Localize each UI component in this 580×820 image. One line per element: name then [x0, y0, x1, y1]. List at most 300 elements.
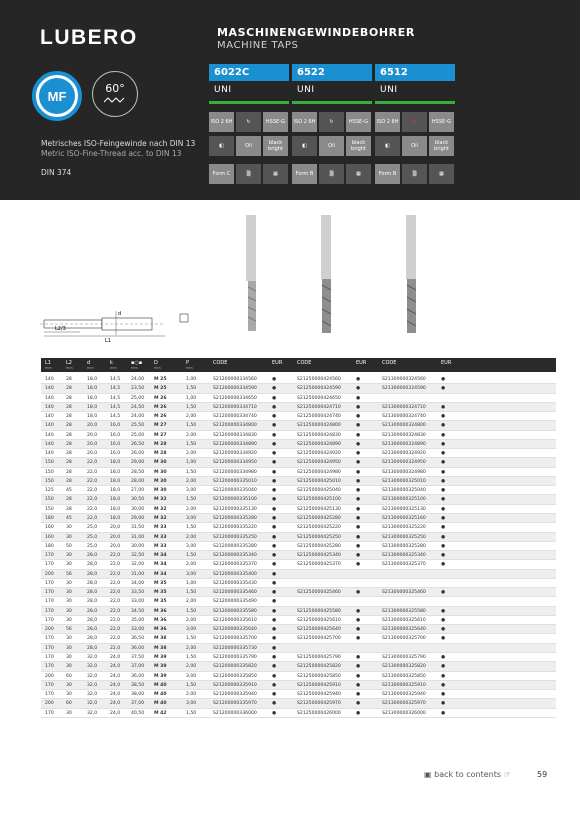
table-cell: ● — [356, 377, 361, 382]
table-cell: M 27 — [154, 432, 167, 438]
table-cell: 24,0 — [110, 692, 121, 698]
table-cell: 3,00 — [186, 488, 197, 494]
material-tile: HSSE-G — [263, 112, 288, 132]
table-cell: 2,00 — [186, 562, 197, 568]
thread-icon: ▦ — [346, 164, 371, 184]
table-cell: ● — [441, 497, 446, 503]
table-cell: S21250000425700 — [297, 636, 341, 642]
table-cell: 28,00 — [131, 478, 145, 484]
table-cell: M 30 — [154, 469, 167, 475]
table-cell: ● — [356, 636, 361, 642]
table-cell: ● — [441, 377, 446, 382]
table-cell: M 30 — [154, 488, 167, 494]
table-row — [41, 468, 556, 477]
table-cell: M 34 — [154, 553, 167, 559]
table-cell: S21200000335700 — [213, 636, 257, 642]
table-cell: 24,00 — [131, 377, 145, 382]
table-cell: 1,50 — [186, 525, 197, 531]
table-cell: M 30 — [154, 478, 167, 484]
table-cell: S21250000425820 — [297, 664, 341, 670]
table-cell: S21300000325280 — [382, 543, 426, 549]
table-cell: S21200000335250 — [213, 534, 257, 540]
icon-row-3 — [375, 164, 455, 184]
table-cell: 18,0 — [110, 478, 121, 484]
table-cell: 3,00 — [186, 627, 197, 633]
table-cell: 28,0 — [87, 553, 98, 559]
table-cell: 22,0 — [87, 478, 98, 484]
table-cell: S21300000325580 — [382, 608, 426, 614]
mf-badge-label: MF — [39, 78, 75, 114]
table-cell: 22,0 — [87, 497, 98, 503]
table-cell: 30 — [66, 692, 72, 698]
table-cell: 2,00 — [186, 534, 197, 540]
description-de: Metrisches ISO-Feingewinde nach DIN 13 — [41, 139, 196, 148]
table-cell: ● — [356, 488, 361, 494]
table-cell: S21250000425940 — [297, 692, 341, 698]
flute-icon: ▒ — [319, 164, 344, 184]
table-cell: 28,0 — [87, 580, 98, 586]
table-cell: 40,50 — [131, 710, 145, 716]
table-cell: S21250000425220 — [297, 525, 341, 531]
table-cell: ● — [441, 654, 446, 660]
table-cell: 28,0 — [87, 571, 98, 577]
back-to-contents-link[interactable]: ▣ back to contents ☞ — [424, 770, 511, 779]
table-cell: 28 — [66, 506, 72, 512]
table-cell: 125 — [45, 488, 54, 494]
table-cell: 28 — [66, 469, 72, 475]
table-row — [41, 551, 556, 560]
table-row — [41, 672, 556, 681]
table-cell: 28 — [66, 497, 72, 503]
table-cell: ● — [441, 386, 446, 392]
table-cell: S21200000335130 — [213, 506, 257, 512]
table-cell: S21200000335730 — [213, 645, 257, 651]
column-unit: mm — [87, 366, 94, 370]
table-cell: ● — [441, 692, 446, 698]
table-cell: 150 — [45, 497, 54, 503]
table-cell: ● — [356, 562, 361, 568]
column-header: D — [154, 360, 158, 366]
table-cell: S21250000425370 — [297, 562, 341, 568]
table-cell: 33,00 — [131, 627, 145, 633]
material-tile: HSSE-G — [429, 112, 454, 132]
table-cell: S21250000425970 — [297, 701, 341, 707]
column-header: CODE — [382, 360, 397, 366]
table-cell: 150 — [45, 506, 54, 512]
table-cell: ● — [356, 515, 361, 521]
table-row — [41, 440, 556, 449]
table-cell: 28,0 — [87, 562, 98, 568]
column-header: P — [186, 360, 190, 366]
table-cell: ● — [441, 534, 446, 540]
table-cell: 28 — [66, 377, 72, 382]
table-cell: S21300000325340 — [382, 553, 426, 559]
table-cell: S21300000325250 — [382, 534, 426, 540]
table-cell: S21250000425610 — [297, 617, 341, 623]
table-cell: 37,50 — [131, 654, 145, 660]
table-cell: 22,0 — [87, 488, 98, 494]
table-cell: 18,0 — [110, 497, 121, 503]
table-cell: M 32 — [154, 497, 167, 503]
table-cell: S21300000324560 — [382, 377, 426, 382]
table-cell: ● — [356, 617, 361, 623]
table-cell: ● — [356, 451, 361, 457]
table-cell: ● — [356, 590, 361, 596]
table-cell: ● — [441, 488, 446, 494]
table-cell: 24,0 — [110, 710, 121, 716]
table-cell: 28,0 — [87, 590, 98, 596]
table-cell: 160 — [45, 534, 54, 540]
table-cell: 25,0 — [87, 543, 98, 549]
table-cell: S21300000324740 — [382, 414, 426, 420]
table-cell: 30 — [66, 636, 72, 642]
table-cell: 2,00 — [186, 432, 197, 438]
table-cell: ● — [356, 506, 361, 512]
table-cell: 22,0 — [87, 460, 98, 466]
table-cell: 2,00 — [186, 506, 197, 512]
table-cell: S21250000424950 — [297, 460, 341, 466]
table-cell: 140 — [45, 414, 54, 420]
table-cell: S21200000335790 — [213, 654, 257, 660]
table-cell: 26,00 — [131, 451, 145, 457]
table-cell: 24,0 — [110, 701, 121, 707]
table-cell: ● — [356, 404, 361, 410]
table-cell: S21300000325460 — [382, 590, 426, 596]
material-tile: HSSE-G — [346, 112, 371, 132]
table-cell: M 25 — [154, 377, 167, 382]
table-cell: 32,00 — [131, 562, 145, 568]
table-cell: M 32 — [154, 506, 167, 512]
table-row — [41, 523, 556, 532]
table-cell: 30,50 — [131, 497, 145, 503]
table-cell: ● — [356, 460, 361, 466]
column-header: L1 — [45, 360, 51, 366]
table-cell: 1,50 — [186, 710, 197, 716]
table-cell: ● — [441, 701, 446, 707]
table-cell: S21250000425910 — [297, 682, 341, 688]
column-unit: mm — [186, 366, 193, 370]
table-row — [41, 597, 556, 606]
surface-tile: black bright — [429, 136, 454, 156]
flute-icon: ▒ — [402, 164, 427, 184]
column-header: EUR — [356, 360, 367, 366]
table-cell: 1,50 — [186, 441, 197, 447]
table-cell: S21300000326000 — [382, 710, 426, 716]
table-cell: 140 — [45, 404, 54, 410]
table-cell: ● — [272, 525, 277, 531]
table-cell: 200 — [45, 571, 54, 577]
table-cell: 14,5 — [110, 386, 121, 392]
icon-row-1 — [209, 112, 289, 132]
table-cell: S21250000424710 — [297, 404, 341, 410]
table-cell: 140 — [45, 432, 54, 438]
table-cell: 25,00 — [131, 395, 145, 401]
table-cell: S21250000425640 — [297, 627, 341, 633]
table-cell: ● — [356, 673, 361, 679]
table-cell: 30 — [66, 617, 72, 623]
table-cell: 140 — [45, 395, 54, 401]
tap-drawing — [40, 311, 188, 344]
table-cell: S21300000325940 — [382, 692, 426, 698]
table-row — [41, 375, 556, 384]
table-cell: 170 — [45, 608, 54, 614]
table-cell: 32,0 — [87, 654, 98, 660]
table-cell: 28 — [66, 460, 72, 466]
table-cell: S21300000324710 — [382, 404, 426, 410]
table-cell: 24,0 — [110, 664, 121, 670]
table-cell: S21300000325790 — [382, 654, 426, 660]
table-cell: M 36 — [154, 617, 167, 623]
table-cell: ● — [272, 386, 277, 392]
table-cell: ● — [272, 664, 277, 670]
table-cell: 1,50 — [186, 590, 197, 596]
table-cell: 18,0 — [87, 404, 98, 410]
description-en: Metric ISO-Fine-Thread acc. to DIN 13 — [41, 149, 182, 158]
coolant-tile: Oil — [236, 136, 261, 156]
table-cell: ● — [272, 432, 277, 438]
table-cell: 22,0 — [110, 599, 121, 605]
surface-tile: black bright — [263, 136, 288, 156]
table-cell: 30 — [66, 562, 72, 568]
table-cell: 28 — [66, 386, 72, 392]
table-cell: ● — [441, 664, 446, 670]
table-cell: S21200000334830 — [213, 432, 257, 438]
table-cell: ● — [272, 469, 277, 475]
table-cell: S21300000325970 — [382, 701, 426, 707]
table-cell: M 35 — [154, 599, 167, 605]
table-cell: S21200000335640 — [213, 627, 257, 633]
table-cell: ● — [441, 617, 446, 623]
table-cell: 20,0 — [87, 451, 98, 457]
table-cell: 22,0 — [87, 469, 98, 475]
table-cell: 22,0 — [110, 590, 121, 596]
table-cell: S21200000334980 — [213, 469, 257, 475]
table-cell: S21250000425790 — [297, 654, 341, 660]
table-cell: S21250000425130 — [297, 506, 341, 512]
table-cell: S21300000325640 — [382, 627, 426, 633]
table-cell: 18,0 — [87, 377, 98, 382]
table-cell: 30 — [66, 553, 72, 559]
table-cell: 33,00 — [131, 599, 145, 605]
table-row — [41, 560, 556, 569]
table-cell: 200 — [45, 627, 54, 633]
table-cell: 170 — [45, 599, 54, 605]
table-cell: S21250000425100 — [297, 497, 341, 503]
table-cell: S21200000334590 — [213, 386, 257, 392]
table-cell: 16,0 — [110, 423, 121, 429]
table-cell: 22,0 — [110, 627, 121, 633]
table-cell: 170 — [45, 617, 54, 623]
table-cell: 28,50 — [131, 469, 145, 475]
table-cell: ● — [272, 497, 277, 503]
table-cell: M 39 — [154, 673, 167, 679]
table-cell: ● — [441, 441, 446, 447]
table-cell: S21300000324890 — [382, 441, 426, 447]
table-cell: ● — [441, 608, 446, 614]
table-cell: 3,00 — [186, 701, 197, 707]
table-cell: 30 — [66, 599, 72, 605]
product-type: UNI — [380, 85, 398, 95]
workpiece-icon: ◧ — [292, 136, 317, 156]
table-row — [41, 709, 556, 718]
table-cell: M 40 — [154, 682, 167, 688]
table-cell: 36,00 — [131, 645, 145, 651]
din-standard: DIN 374 — [41, 168, 72, 177]
table-cell: 30,00 — [131, 506, 145, 512]
table-cell: ● — [272, 692, 277, 698]
table-cell: 25,0 — [87, 525, 98, 531]
column-unit: mm — [66, 366, 73, 370]
table-cell: 14,5 — [110, 377, 121, 382]
table-cell: 28 — [66, 478, 72, 484]
table-cell: 38,00 — [131, 692, 145, 698]
table-cell: M 28 — [154, 441, 167, 447]
table-cell: 3,00 — [186, 543, 197, 549]
table-row — [41, 495, 556, 504]
table-cell: ● — [272, 580, 277, 586]
icon-row-2 — [292, 136, 372, 156]
tolerance-tile: ISO 2 6H — [292, 112, 317, 132]
form-tile: Form B — [375, 164, 400, 184]
table-row — [41, 662, 556, 671]
table-cell: ● — [356, 710, 361, 716]
table-row — [41, 653, 556, 662]
table-cell: S21200000334560 — [213, 377, 257, 382]
table-cell: ● — [441, 673, 446, 679]
table-cell: S21200000335610 — [213, 617, 257, 623]
table-cell: ● — [441, 404, 446, 410]
table-cell: M 39 — [154, 664, 167, 670]
table-cell: ● — [441, 590, 446, 596]
table-cell: 140 — [45, 386, 54, 392]
table-cell: S21200000335370 — [213, 562, 257, 568]
table-cell: 36,50 — [131, 636, 145, 642]
table-cell: 30 — [66, 534, 72, 540]
table-cell: S21200000334950 — [213, 460, 257, 466]
table-cell: 20,0 — [110, 525, 121, 531]
table-cell: S21250000424650 — [297, 395, 341, 401]
table-cell: ● — [272, 534, 277, 540]
table-cell: ● — [272, 701, 277, 707]
table-row — [41, 699, 556, 708]
table-cell: ● — [441, 432, 446, 438]
rotation-icon: ↻ — [319, 112, 344, 132]
table-cell: 22,0 — [110, 645, 121, 651]
table-cell: M 38 — [154, 645, 167, 651]
table-cell: ● — [356, 497, 361, 503]
table-header — [41, 358, 556, 372]
tolerance-tile: ISO 2 6H — [375, 112, 400, 132]
table-row — [41, 505, 556, 514]
table-cell: ● — [272, 673, 277, 679]
table-cell: M 39 — [154, 654, 167, 660]
product-col-3 — [375, 64, 455, 104]
table-row — [41, 533, 556, 542]
table-cell: S21250000424920 — [297, 451, 341, 457]
thread-icon: ▦ — [429, 164, 454, 184]
table-row — [41, 449, 556, 458]
table-row — [41, 458, 556, 467]
table-cell: M 34 — [154, 571, 167, 577]
table-cell: 37,00 — [131, 664, 145, 670]
table-cell: S21200000335280 — [213, 543, 257, 549]
table-cell: ● — [441, 469, 446, 475]
table-row — [41, 384, 556, 393]
table-cell: ● — [441, 627, 446, 633]
table-cell: ● — [272, 377, 277, 382]
table-cell: S21200000335220 — [213, 525, 257, 531]
table-cell: 23,50 — [131, 386, 145, 392]
table-cell: 1,00 — [186, 377, 197, 382]
table-cell: 24,0 — [110, 682, 121, 688]
green-rule — [292, 101, 372, 104]
table-cell: ● — [356, 469, 361, 475]
table-cell: 31,00 — [131, 571, 145, 577]
table-cell: S21200000335280 — [213, 515, 257, 521]
table-cell: ● — [272, 543, 277, 549]
table-cell: 170 — [45, 710, 54, 716]
table-cell: ● — [356, 534, 361, 540]
table-cell: 28,0 — [87, 608, 98, 614]
table-cell: ● — [356, 478, 361, 484]
table-cell: S21250000424980 — [297, 469, 341, 475]
table-cell: 2,00 — [186, 617, 197, 623]
table-cell: S21200000335940 — [213, 692, 257, 698]
product-table — [41, 375, 556, 718]
page-title-en: MACHINE TAPS — [217, 40, 299, 51]
table-cell: 1,00 — [186, 395, 197, 401]
table-cell: 1,50 — [186, 497, 197, 503]
table-cell: 170 — [45, 636, 54, 642]
table-cell: 30 — [66, 710, 72, 716]
icon-row-1 — [292, 112, 372, 132]
form-tile: Form C — [209, 164, 234, 184]
table-cell: 28 — [66, 441, 72, 447]
table-cell: ● — [272, 414, 277, 420]
table-cell: ● — [272, 599, 277, 605]
table-row — [41, 690, 556, 699]
table-cell: 24,00 — [131, 414, 145, 420]
thread-angle-label: 60° — [105, 82, 125, 95]
table-row — [41, 625, 556, 634]
table-cell: S21300000325610 — [382, 617, 426, 623]
rotation-icon: ↻ — [236, 112, 261, 132]
table-cell: M 26 — [154, 404, 167, 410]
table-cell: S21300000325220 — [382, 525, 426, 531]
page-title-de: MASCHINENGEWINDEBOHRER — [217, 26, 415, 39]
table-cell: ● — [441, 682, 446, 688]
tap-photo-1 — [246, 215, 256, 331]
table-cell: S21300000324920 — [382, 451, 426, 457]
l1-label: L1 — [105, 338, 111, 344]
table-cell: ● — [272, 478, 277, 484]
column-header: EUR — [441, 360, 452, 366]
table-cell: ● — [272, 404, 277, 410]
flute-icon: ▒ — [236, 164, 261, 184]
table-cell: ● — [356, 441, 361, 447]
table-cell: 22,0 — [110, 553, 121, 559]
table-cell: 28,0 — [87, 617, 98, 623]
table-cell: 30 — [66, 525, 72, 531]
table-cell: ● — [272, 645, 277, 651]
table-cell: 200 — [45, 701, 54, 707]
table-cell: 22,0 — [110, 580, 121, 586]
table-cell: ● — [272, 617, 277, 623]
table-cell: S21200000334920 — [213, 451, 257, 457]
table-cell: S21200000335490 — [213, 599, 257, 605]
table-cell: ● — [356, 423, 361, 429]
table-cell: ● — [272, 710, 277, 716]
